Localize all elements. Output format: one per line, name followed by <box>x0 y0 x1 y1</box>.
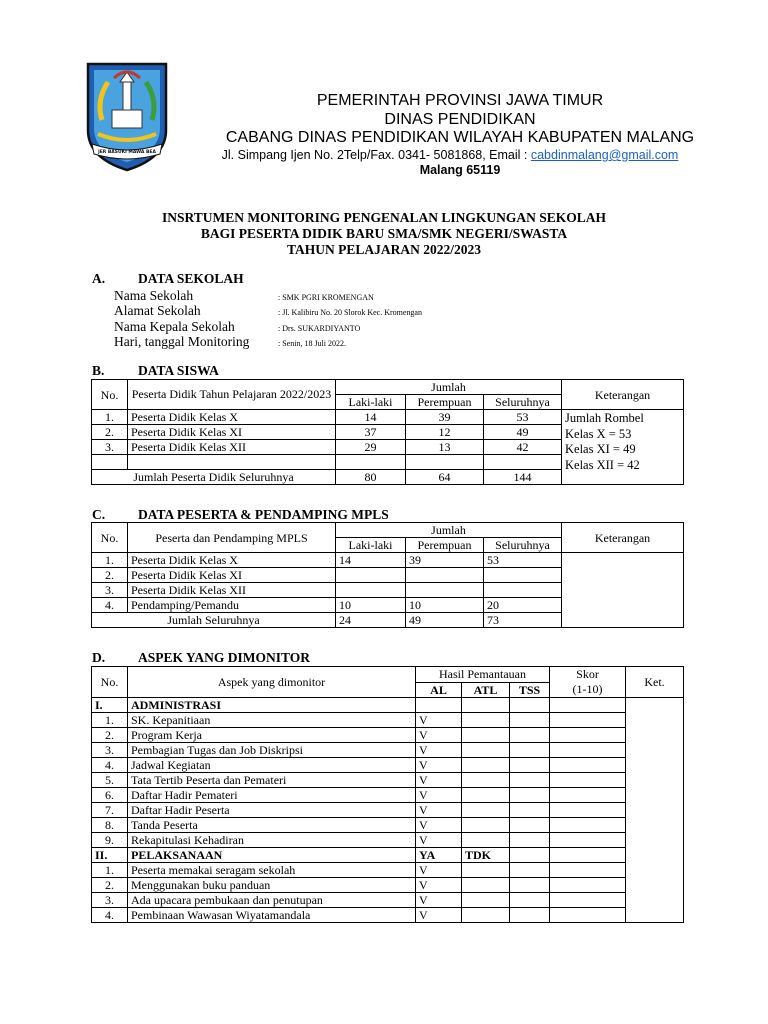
row-aspek: Tata Tertib Peserta dan Pemateri <box>128 773 416 788</box>
row-al: V <box>416 773 462 788</box>
data-siswa-table <box>91 379 684 485</box>
row-seluruhnya: 53 <box>484 410 562 425</box>
total-seluruhnya: 73 <box>484 613 562 628</box>
row-laki: 29 <box>336 440 406 455</box>
section-d-heading <box>92 650 492 666</box>
row-al: V <box>416 758 462 773</box>
header-keterangan: Keterangan <box>562 380 684 410</box>
info-label-alamat: Alamat Sekolah <box>114 303 201 318</box>
row-skor <box>550 713 626 728</box>
table-row <box>92 788 684 803</box>
table-row <box>92 743 684 758</box>
row-al: V <box>416 803 462 818</box>
header-seluruhnya: Seluruhnya <box>484 395 562 410</box>
row-tss <box>510 893 550 908</box>
header-peserta: Peserta Didik Tahun Pelajaran 2022/2023 <box>128 380 336 410</box>
info-value-kepala: : Drs. SUKARDIYANTO <box>278 324 361 333</box>
row-tss <box>510 908 550 923</box>
group-row <box>92 698 684 713</box>
row-tss <box>510 773 550 788</box>
row-laki <box>336 583 406 598</box>
section-d-label: ASPEK YANG DIMONITOR <box>138 650 311 665</box>
total-perempuan: 49 <box>406 613 484 628</box>
header-no: No. <box>92 667 128 698</box>
row-no: 3. <box>92 440 128 455</box>
row-skor <box>550 773 626 788</box>
row-no: 1. <box>92 863 128 878</box>
row-atl <box>462 743 510 758</box>
section-c-heading <box>92 507 492 523</box>
info-value-tanggal: : Senin, 18 Juli 2022. <box>278 339 347 348</box>
header-jumlah: Jumlah <box>336 380 562 395</box>
row-atl <box>462 908 510 923</box>
provincial-emblem-logo <box>84 60 170 172</box>
table-row <box>92 893 684 908</box>
row-aspek: SK. Kepanitiaan <box>128 713 416 728</box>
header-perempuan: Perempuan <box>406 395 484 410</box>
row-tss <box>510 743 550 758</box>
table-row <box>92 878 684 893</box>
row-aspek: Rekapitulasi Kehadiran <box>128 833 416 848</box>
row-no: 2. <box>92 728 128 743</box>
header-skor <box>550 667 626 698</box>
row-al: V <box>416 788 462 803</box>
table-row <box>92 553 684 568</box>
row-no: 7. <box>92 803 128 818</box>
aspek-monitor-table <box>91 666 684 923</box>
info-label-kepala: Nama Kepala Sekolah <box>114 319 235 334</box>
row-al: V <box>416 833 462 848</box>
row-no: 5. <box>92 773 128 788</box>
row-aspek: Ada upacara pembukaan dan penutupan <box>128 893 416 908</box>
table-row <box>92 863 684 878</box>
section-b-number: B. <box>92 363 105 378</box>
group-name: ADMINISTRASI <box>128 698 416 713</box>
email-link[interactable]: cabdinmalang@gmail.com <box>530 148 679 162</box>
group-col1: YA <box>416 848 462 863</box>
row-tss <box>510 878 550 893</box>
row-tss <box>510 713 550 728</box>
row-atl <box>462 833 510 848</box>
row-name: Pendamping/Pemandu <box>128 598 336 613</box>
row-skor <box>550 818 626 833</box>
row-atl <box>462 818 510 833</box>
header-ket: Ket. <box>626 667 684 698</box>
row-perempuan <box>406 583 484 598</box>
row-name: Peserta Didik Kelas XII <box>128 583 336 598</box>
group-no: II. <box>92 848 128 863</box>
row-atl <box>462 893 510 908</box>
table-row <box>92 803 684 818</box>
header-aspek: Aspek yang dimonitor <box>128 667 416 698</box>
group-col3 <box>510 848 550 863</box>
row-name: Peserta Didik Kelas XI <box>128 568 336 583</box>
row-name: Peserta Didik Kelas XII <box>128 440 336 455</box>
row-no: 2. <box>92 878 128 893</box>
info-label-nama-sekolah: Nama Sekolah <box>114 288 194 303</box>
row-atl <box>462 713 510 728</box>
row-perempuan: 39 <box>406 410 484 425</box>
total-laki: 24 <box>336 613 406 628</box>
row-al: V <box>416 863 462 878</box>
row-laki: 14 <box>336 410 406 425</box>
row-no: 8. <box>92 818 128 833</box>
address-text: Jl. Simpang Ijen No. 2Telp/Fax. 0341- 5081868, Email : <box>221 148 528 162</box>
section-c-label: DATA PESERTA & PENDAMPING MPLS <box>138 507 389 522</box>
table-row <box>92 908 684 923</box>
row-tss <box>510 758 550 773</box>
keterangan-line: Kelas XII = 42 <box>565 457 640 472</box>
header-address <box>170 148 730 162</box>
row-skor <box>550 863 626 878</box>
row-aspek: Daftar Hadir Peserta <box>128 803 416 818</box>
keterangan-cell <box>562 553 684 628</box>
logo-motto: JER BASUKI MAWA BEA <box>98 150 156 155</box>
row-name: Peserta Didik Kelas X <box>128 553 336 568</box>
row-seluruhnya <box>484 583 562 598</box>
row-skor <box>550 743 626 758</box>
row-no: 4. <box>92 908 128 923</box>
table-row <box>92 713 684 728</box>
section-c-number: C. <box>92 507 106 522</box>
table-row <box>92 728 684 743</box>
row-laki: 14 <box>336 553 406 568</box>
group-col3 <box>510 698 550 713</box>
header-skor-range: (1-10) <box>572 682 603 696</box>
row-laki <box>336 568 406 583</box>
row-no: 4. <box>92 598 128 613</box>
row-tss <box>510 803 550 818</box>
row-al: V <box>416 893 462 908</box>
row-atl <box>462 728 510 743</box>
row-seluruhnya <box>484 568 562 583</box>
title-line-3: TAHUN PELAJARAN 2022/2023 <box>286 242 481 257</box>
row-no: 3. <box>92 893 128 908</box>
section-a-label: DATA SEKOLAH <box>138 271 244 286</box>
row-perempuan <box>406 455 484 470</box>
row-skor <box>550 833 626 848</box>
info-value-nama-sekolah: : SMK PGRI KROMENGAN <box>278 293 374 302</box>
keterangan-line: Kelas XI = 49 <box>565 442 636 456</box>
section-b-label: DATA SISWA <box>138 363 219 378</box>
table-row <box>92 833 684 848</box>
row-no <box>92 455 128 470</box>
data-peserta-pendamping-table <box>91 522 684 628</box>
row-aspek: Pembagian Tugas dan Job Diskripsi <box>128 743 416 758</box>
row-name: Peserta Didik Kelas X <box>128 410 336 425</box>
row-atl <box>462 863 510 878</box>
title-line-2: BAGI PESERTA DIDIK BARU SMA/SMK NEGERI/SWASTA <box>200 226 568 241</box>
row-name <box>128 455 336 470</box>
row-al: V <box>416 713 462 728</box>
row-perempuan: 13 <box>406 440 484 455</box>
header-line-1: PEMERINTAH PROVINSI JAWA TIMUR <box>316 92 604 109</box>
header-peserta: Peserta dan Pendamping MPLS <box>128 523 336 553</box>
group-skor <box>550 848 626 863</box>
row-tss <box>510 863 550 878</box>
header-al: AL <box>416 682 462 698</box>
row-seluruhnya: 20 <box>484 598 562 613</box>
row-laki: 10 <box>336 598 406 613</box>
row-atl <box>462 803 510 818</box>
row-aspek: Tanda Peserta <box>128 818 416 833</box>
row-skor <box>550 728 626 743</box>
total-laki: 80 <box>336 470 406 485</box>
section-a-heading <box>92 271 392 287</box>
row-atl <box>462 788 510 803</box>
ket-column <box>626 698 684 923</box>
header-skor-label: Skor <box>576 667 599 681</box>
row-name: Peserta Didik Kelas XI <box>128 425 336 440</box>
row-seluruhnya: 42 <box>484 440 562 455</box>
row-aspek: Daftar Hadir Pemateri <box>128 788 416 803</box>
row-laki: 37 <box>336 425 406 440</box>
total-perempuan: 64 <box>406 470 484 485</box>
header-line-3: CABANG DINAS PENDIDIKAN WILAYAH KABUPATEN MALANG <box>225 129 695 146</box>
group-col2 <box>462 698 510 713</box>
row-al: V <box>416 818 462 833</box>
table-row <box>92 410 684 425</box>
row-no: 3. <box>92 743 128 758</box>
header-laki: Laki-laki <box>336 395 406 410</box>
title-line-1: INSRTUMEN MONITORING PENGENALAN LINGKUNGAN SEKOLAH <box>161 210 607 225</box>
row-skor <box>550 908 626 923</box>
row-tss <box>510 728 550 743</box>
table-row <box>92 773 684 788</box>
keterangan-line: Kelas X = 53 <box>565 426 632 441</box>
header-no: No. <box>92 523 128 553</box>
total-label: Jumlah Peserta Didik Seluruhnya <box>92 470 336 485</box>
row-skor <box>550 788 626 803</box>
header-line-2: DINAS PENDIDIKAN <box>384 111 536 128</box>
row-perempuan <box>406 568 484 583</box>
group-skor <box>550 698 626 713</box>
row-seluruhnya <box>484 455 562 470</box>
section-b-heading <box>92 363 392 379</box>
row-al: V <box>416 743 462 758</box>
keterangan-line: Jumlah Rombel <box>565 411 644 425</box>
row-al: V <box>416 878 462 893</box>
row-perempuan: 12 <box>406 425 484 440</box>
row-skor <box>550 803 626 818</box>
row-aspek: Pembinaan Wawasan Wiyatamandala <box>128 908 416 923</box>
info-label-tanggal: Hari, tanggal Monitoring <box>114 334 250 349</box>
header-tss: TSS <box>510 682 550 698</box>
row-al: V <box>416 908 462 923</box>
info-value-alamat: : Jl. Kalibiru No. 20 Slorok Kec. Kromengan <box>278 308 422 317</box>
row-skor <box>550 758 626 773</box>
header-city: Malang 65119 <box>419 163 501 177</box>
header-seluruhnya: Seluruhnya <box>484 538 562 553</box>
group-no: I. <box>92 698 128 713</box>
header-laki: Laki-laki <box>336 538 406 553</box>
group-col2: TDK <box>462 848 510 863</box>
header-perempuan: Perempuan <box>406 538 484 553</box>
total-label: Jumlah Seluruhnya <box>92 613 336 628</box>
row-al: V <box>416 728 462 743</box>
row-tss <box>510 788 550 803</box>
total-seluruhnya: 144 <box>484 470 562 485</box>
row-aspek: Peserta memakai seragam sekolah <box>128 863 416 878</box>
row-atl <box>462 878 510 893</box>
row-seluruhnya: 53 <box>484 553 562 568</box>
row-skor <box>550 878 626 893</box>
row-atl <box>462 758 510 773</box>
row-aspek: Program Kerja <box>128 728 416 743</box>
row-atl <box>462 773 510 788</box>
table-row <box>92 758 684 773</box>
section-d-number: D. <box>92 650 106 665</box>
row-tss <box>510 833 550 848</box>
row-perempuan: 39 <box>406 553 484 568</box>
row-no: 2. <box>92 568 128 583</box>
row-no: 2. <box>92 425 128 440</box>
row-perempuan: 10 <box>406 598 484 613</box>
group-row <box>92 848 684 863</box>
row-laki <box>336 455 406 470</box>
header-keterangan: Keterangan <box>562 523 684 553</box>
row-tss <box>510 818 550 833</box>
table-row <box>92 818 684 833</box>
header-no: No. <box>92 380 128 410</box>
row-no: 4. <box>92 758 128 773</box>
row-no: 3. <box>92 583 128 598</box>
header-jumlah: Jumlah <box>336 523 562 538</box>
row-aspek: Menggunakan buku panduan <box>128 878 416 893</box>
section-a-number: A. <box>92 271 106 286</box>
group-name: PELAKSANAAN <box>128 848 416 863</box>
header-atl: ATL <box>462 682 510 698</box>
header-hasil: Hasil Pemantauan <box>416 667 550 683</box>
row-no: 1. <box>92 410 128 425</box>
row-no: 9. <box>92 833 128 848</box>
row-no: 6. <box>92 788 128 803</box>
row-aspek: Jadwal Kegiatan <box>128 758 416 773</box>
keterangan-rombel <box>562 410 684 485</box>
row-skor <box>550 893 626 908</box>
row-no: 1. <box>92 713 128 728</box>
row-seluruhnya: 49 <box>484 425 562 440</box>
row-no: 1. <box>92 553 128 568</box>
group-col1 <box>416 698 462 713</box>
